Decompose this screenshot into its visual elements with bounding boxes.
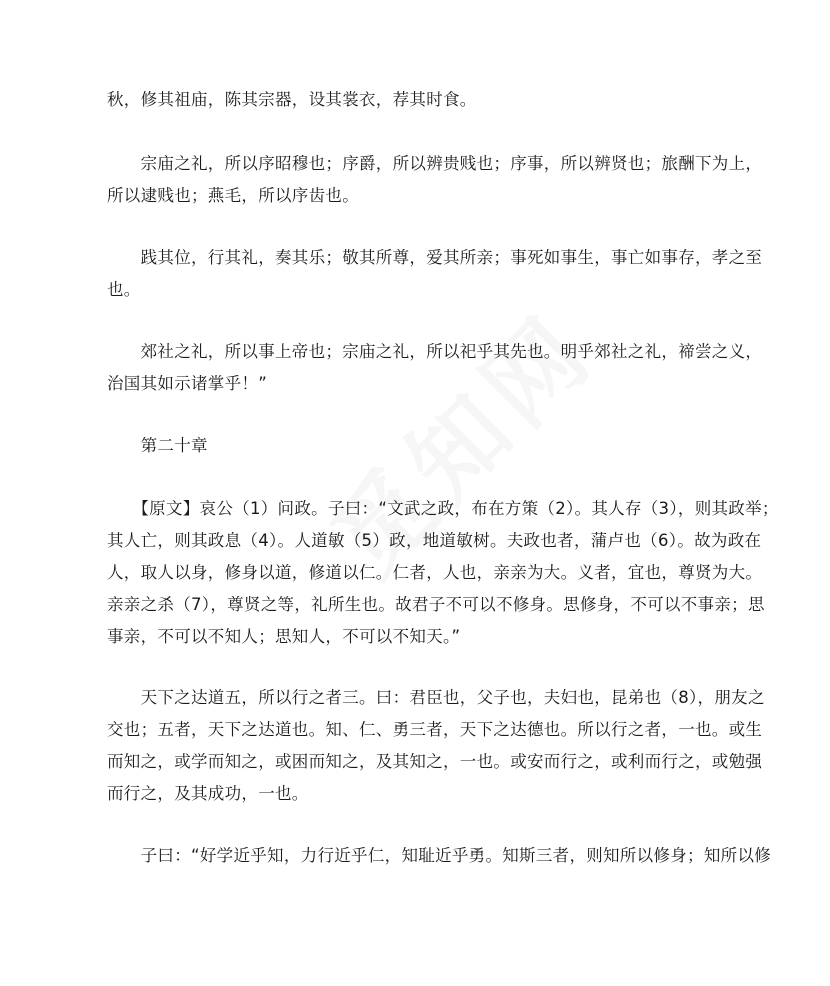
text-line: 事亲，不可以不知人；思知人，不可以不知天。” xyxy=(107,627,461,646)
text-line: 秋，修其祖庙，陈其宗器，设其裳衣，荐其时食。 xyxy=(107,90,477,109)
text-line: 亲亲之杀（7），尊贤之等，礼所生也。故君子不可以不修身。思修身，不可以不事亲；思 xyxy=(107,595,765,614)
paragraph-6 xyxy=(107,493,779,653)
text-line: 践其位，行其礼，奏其乐；敬其所尊，爱其所亲；事死如事生，事亡如事存，孝之至 xyxy=(107,248,763,267)
paragraph-2 xyxy=(107,148,763,212)
paragraph-7 xyxy=(107,682,765,810)
text-line: 而行之，及其成功，一也。 xyxy=(107,784,309,803)
text-line: 宗庙之礼，所以序昭穆也；序爵，所以辨贵贱也；序事，所以辨贤也；旅酬下为上， xyxy=(107,154,763,173)
text-line: 人，取人以身，修身以道，修道以仁。仁者，人也，亲亲为大。义者，宜也，尊贤为大。 xyxy=(107,563,763,582)
text-line: 郊社之礼，所以事上帝也；宗庙之礼，所以祀乎其先也。明乎郊社之礼，禘尝之义， xyxy=(107,342,763,361)
text-line: 天下之达道五，所以行之者三。曰：君臣也，父子也，夫妇也，昆弟也（8），朋友之 xyxy=(107,688,765,707)
text-line: 也。 xyxy=(107,280,141,299)
text-line: 其人亡，则其政息（4）。人道敏（5）政，地道敏树。夫政也者，蒲卢也（6）。故为政在 xyxy=(107,531,762,550)
paragraph-3 xyxy=(107,242,763,306)
chapter-heading xyxy=(107,430,727,462)
text-line: 第二十章 xyxy=(107,436,208,455)
paragraph-8 xyxy=(107,840,772,872)
text-line: 治国其如示诸掌乎！” xyxy=(107,374,268,393)
text-line: 子曰：“好学近乎知，力行近乎仁，知耻近乎勇。知斯三者，则知所以修身；知所以修 xyxy=(107,846,772,865)
paragraph-1 xyxy=(107,84,727,116)
paragraph-4 xyxy=(107,336,763,400)
text-line: 所以逮贱也；燕毛，所以序齿也。 xyxy=(107,186,359,205)
text-line: 【原文】哀公（1）问政。子曰：“文武之政，布在方策（2）。其人存（3），则其政举； xyxy=(107,499,779,518)
text-line: 而知之，或学而知之，或困而知之，及其知之，一也。或安而行之，或利而行之，或勉强 xyxy=(107,752,763,771)
text-line: 交也；五者，天下之达道也。知、仁、勇三者，天下之达德也。所以行之者，一也。或生 xyxy=(107,720,763,739)
